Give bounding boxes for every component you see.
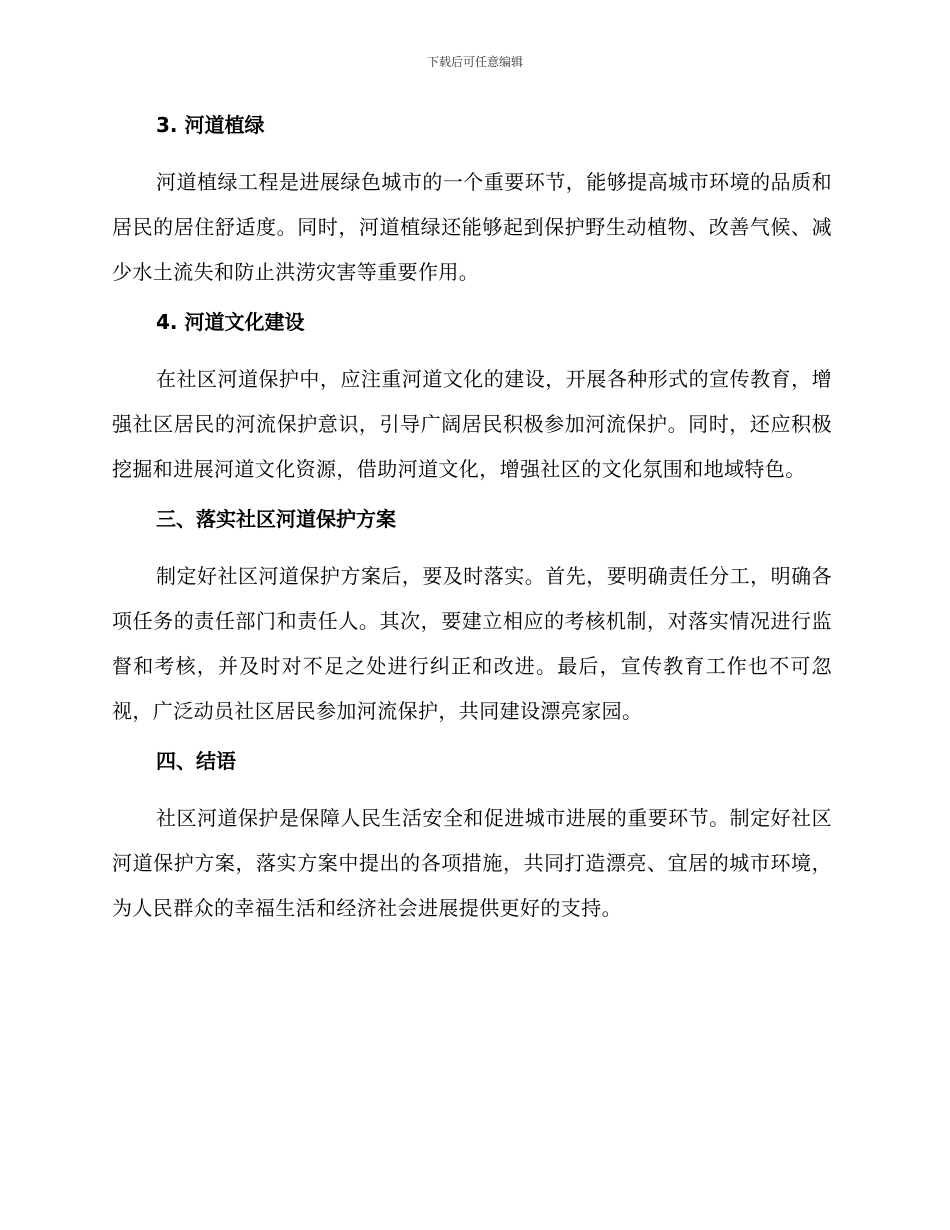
section-paragraph: 制定好社区河道保护方案后，要及时落实。首先，要明确责任分工，明确各项任务的责任部门和责任人。其次，要建立相应的考核机制，对落实情况进行监督和考核，并及时对不足之处进行纠正和改进。最后，宣传教育工作也不可忽视，广泛动员社区居民参加河流保护，共同建设漂亮家园。	[112, 564, 832, 723]
section-paragraph: 河道植绿工程是进展绿色城市的一个重要环节，能够提高城市环境的品质和居民的居住舒适度。同时，河道植绿还能够起到保护野生动植物、改善气候、减少水土流失和防止洪涝灾害等重要作用。	[112, 170, 832, 284]
section-paragraph: 社区河道保护是保障人民生活安全和促进城市进展的重要环节。制定好社区河道保护方案，落实方案中提出的各项措施，共同打造漂亮、宜居的城市环境，为人民群众的幸福生活和经济社会进展提供更好的支持。	[112, 806, 832, 920]
section-implementation	[112, 504, 832, 734]
section-river-culture	[112, 307, 832, 492]
section-paragraph: 在社区河道保护中，应注重河道文化的建设，开展各种形式的宣传教育，增强社区居民的河流保护意识，引导广阔居民积极参加河流保护。同时，还应积极挖掘和进展河道文化资源，借助河道文化，增强社区的文化氛围和地域特色。	[112, 367, 832, 481]
section-heading: 3. 河道植绿	[156, 113, 265, 137]
section-conclusion	[112, 746, 832, 931]
section-heading: 三、落实社区河道保护方案	[156, 507, 396, 531]
section-heading: 四、结语	[156, 749, 236, 773]
document-body	[112, 110, 832, 943]
page-header: 下载后可任意编辑	[426, 55, 523, 69]
section-river-greening	[112, 110, 832, 295]
section-heading: 4. 河道文化建设	[156, 310, 305, 334]
